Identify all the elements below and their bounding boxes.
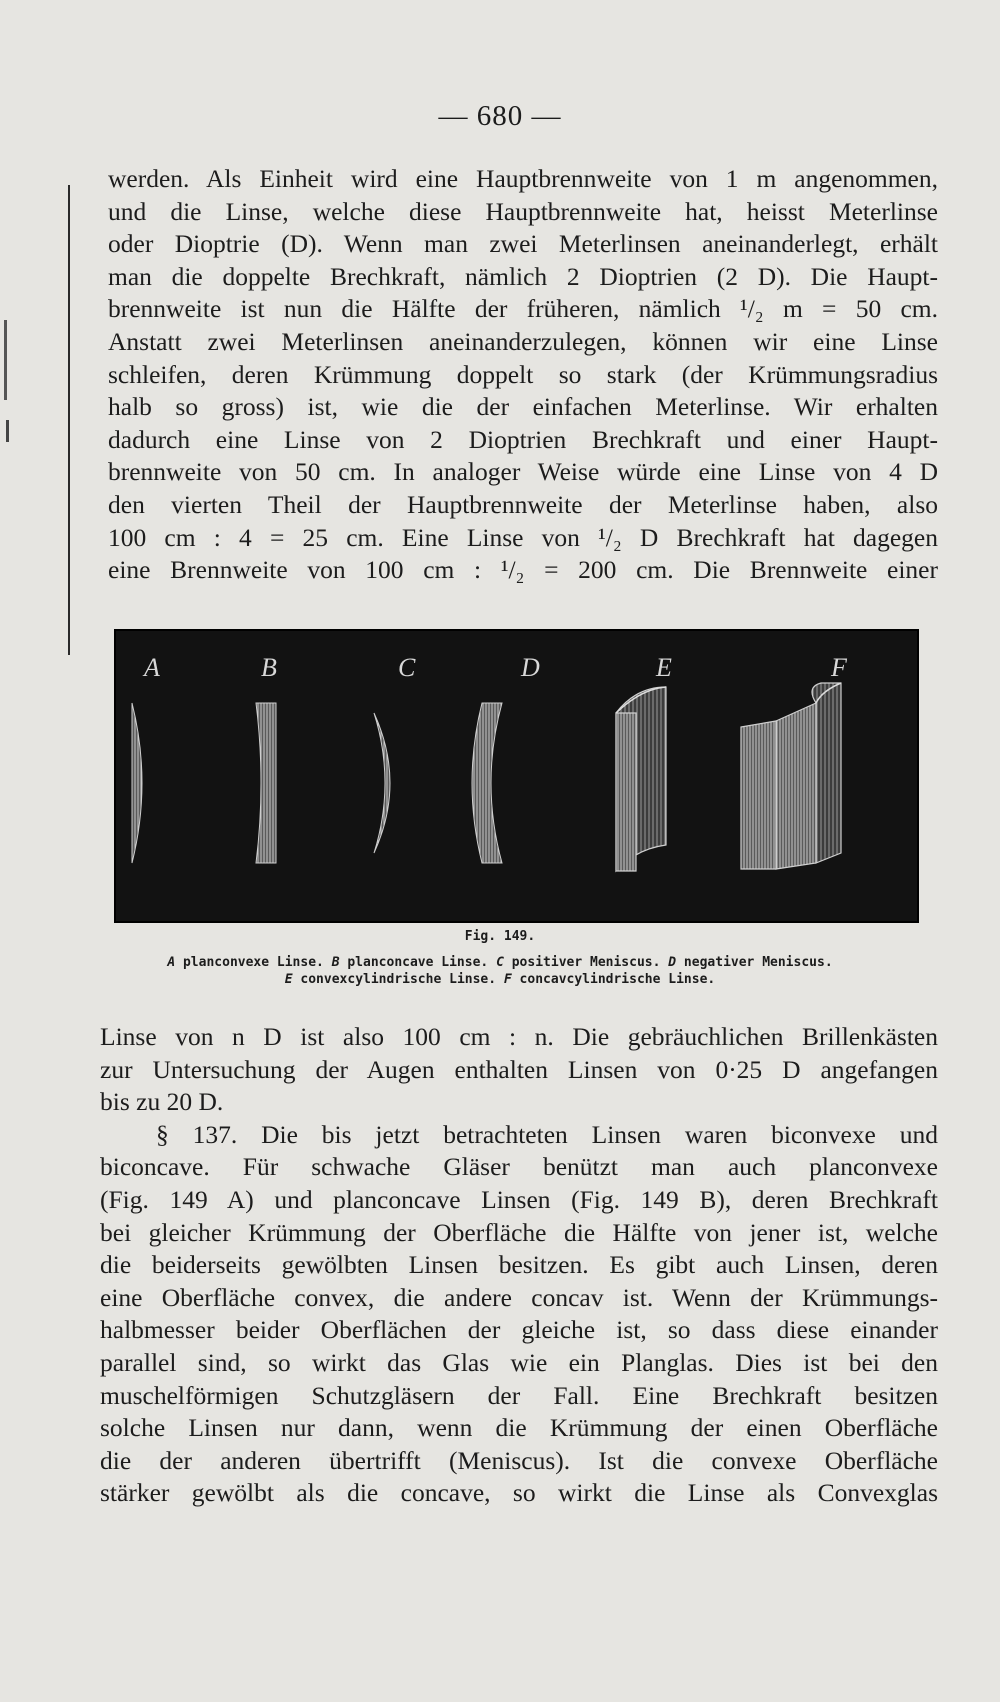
text-line: stärker gewölbt als die concave, so wirkt die Linse als Convexglas <box>100 1478 938 1508</box>
text-line: und die Linse, welche diese Hauptbrennweite hat, heisst Meterlinse <box>108 196 938 226</box>
concavcylindrical-lens <box>741 683 841 869</box>
caption-letter: E <box>284 972 293 987</box>
text-line: die beiderseits gewölbten Linsen besitzen. Es gibt auch Linsen, deren <box>100 1250 938 1280</box>
caption-letter: D <box>668 955 677 970</box>
caption-letter: B <box>331 955 340 970</box>
figure-label-f: F <box>831 653 847 682</box>
page-edge-line <box>68 185 70 655</box>
caption-letter: A <box>167 955 176 970</box>
page-edge-mark <box>4 320 7 400</box>
caption-letter: C <box>496 955 504 970</box>
figure-caption-line-2 <box>0 972 1000 987</box>
text-line: eine Oberfläche convex, die andere concav ist. Wenn der Krümmungs- <box>100 1282 938 1312</box>
figure-label-b: B <box>261 653 277 682</box>
text-line: halbmesser beider Oberflächen der gleiche ist, so dass diese einander <box>100 1315 938 1345</box>
caption-text: planconvexe Linse. <box>175 955 332 970</box>
text-line: Anstatt zwei Meterlinsen aneinanderzulegen, können wir eine Linse <box>108 326 938 356</box>
caption-text: positiver Meniscus. <box>503 955 669 970</box>
figure-label-a: A <box>144 653 160 682</box>
figure-label-e: E <box>656 653 672 682</box>
caption-letter: F <box>503 972 512 987</box>
paragraph-2 <box>100 1021 938 1510</box>
lens-figure <box>114 629 919 923</box>
text-line: 100 cm : 4 = 25 cm. Eine Linse von ¹/₂ D Brechkraft hat dagegen <box>108 522 938 552</box>
text-line: halb so gross) ist, wie die der einfachen Meterlinse. Wir erhalten <box>108 392 938 422</box>
lens-drawings <box>116 631 917 921</box>
text-line: bei gleicher Krümmung der Oberfläche die Hälfte von jener ist, welche <box>100 1217 938 1247</box>
figure-label-c: C <box>398 653 416 682</box>
text-line: oder Dioptrie (D). Wenn man zwei Meterlinsen aneinanderlegt, erhält <box>108 229 938 259</box>
caption-text: planconcave Linse. <box>339 955 497 970</box>
text-line: man die doppelte Brechkraft, nämlich 2 Dioptrien (2 D). Die Haupt- <box>108 261 938 291</box>
section-heading-line: § 137. Die bis jetzt betrachteten Linsen waren biconvexe und <box>156 1119 938 1149</box>
planconvex-lens <box>132 703 142 863</box>
text-line: brennweite von 50 cm. In analoger Weise würde eine Linse von 4 D <box>108 457 938 487</box>
convexcylindrical-lens <box>616 687 666 871</box>
text-line: die der anderen übertrifft (Meniscus). Ist die convexe Oberfläche <box>100 1445 938 1475</box>
planconcave-lens <box>256 703 276 863</box>
text-line: schleifen, deren Krümmung doppelt so stark (der Krümmungsradius <box>108 359 938 389</box>
caption-text: negativer Meniscus. <box>676 955 833 970</box>
figure-caption-line-1 <box>0 955 1000 970</box>
text-line: parallel sind, so wirkt das Glas wie ein Planglas. Dies ist bei den <box>100 1347 938 1377</box>
text-line: werden. Als Einheit wird eine Hauptbrennweite von 1 m angenommen, <box>108 164 938 193</box>
figure-label-d: D <box>521 653 540 682</box>
figure-number: Fig. 149. <box>464 929 536 944</box>
caption-text: convexcylindrische Linse. <box>292 972 504 987</box>
positive-meniscus-lens <box>374 713 390 853</box>
caption-text: concavcylindrische Linse. <box>511 972 716 987</box>
negative-meniscus-lens <box>472 703 502 863</box>
text-line: dadurch eine Linse von 2 Dioptrien Brechkraft und einer Haupt- <box>108 424 938 454</box>
text-line: eine Brennweite von 100 cm : ¹/₂ = 200 cm. Die Brennweite einer <box>108 555 938 585</box>
text-line: zur Untersuchung der Augen enthalten Linsen von 0·25 D angefangen <box>100 1054 938 1084</box>
text-line: muschelförmigen Schutzgläsern der Fall. Eine Brechkraft besitzen <box>100 1380 938 1410</box>
page-edge-mark <box>6 420 9 442</box>
text-line: Linse von n D ist also 100 cm : n. Die gebräuchlichen Brillenkästen <box>100 1022 938 1051</box>
text-line: bis zu 20 D. <box>100 1087 224 1117</box>
text-line: den vierten Theil der Hauptbrennweite der Meterlinse haben, also <box>108 489 938 519</box>
text-line: brennweite ist nun die Hälfte der früheren, nämlich ¹/₂ m = 50 cm. <box>108 294 938 324</box>
text-line: biconcave. Für schwache Gläser benützt man auch planconvexe <box>100 1152 938 1182</box>
text-line: solche Linsen nur dann, wenn die Krümmung der einen Oberfläche <box>100 1413 938 1443</box>
page-number: — 680 — <box>438 100 562 132</box>
paragraph-1 <box>108 163 938 587</box>
text-line: (Fig. 149 A) und planconcave Linsen (Fig. 149 B), deren Brechkraft <box>100 1184 938 1214</box>
